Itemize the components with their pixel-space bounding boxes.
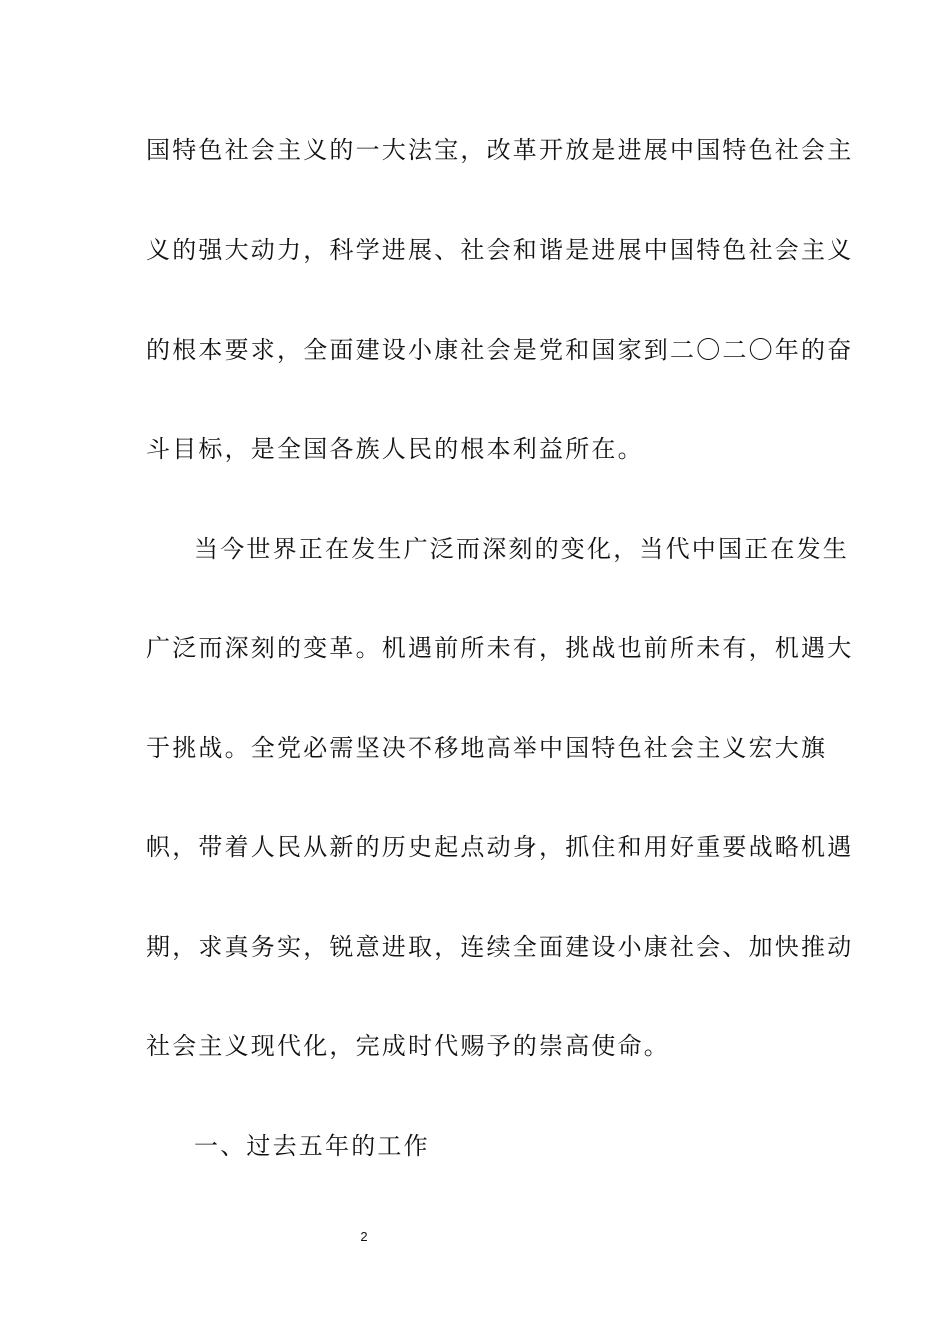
paragraph-line: 广泛而深刻的变革。机遇前所未有，挑战也前所未有，机遇大 (146, 634, 854, 662)
paragraph-line: 帜，带着人民从新的历史起点动身，抓住和用好重要战略机遇 (146, 833, 854, 861)
paragraph-line: 社会主义现代化，完成时代赐予的崇高使命。 (146, 1032, 670, 1060)
paragraph-line: 于挑战。全党必需坚决不移地高举中国特色社会主义宏大旗 (146, 734, 828, 762)
paragraph-line: 斗目标，是全国各族人民的根本利益所在。 (146, 435, 644, 463)
paragraph-line: 的根本要求，全面建设小康社会是党和国家到二〇二〇年的奋 (146, 336, 854, 364)
section-heading: 一、过去五年的工作 (194, 1132, 430, 1160)
paragraph-line: 期，求真务实，锐意进取，连续全面建设小康社会、加快推动 (146, 933, 854, 961)
paragraph-line: 国特色社会主义的一大法宝，改革开放是进展中国特色社会主 (146, 136, 854, 164)
paragraph-line: 义的强大动力，科学进展、社会和谐是进展中国特色社会主义 (146, 236, 854, 264)
page-number: 2 (360, 1229, 368, 1244)
paragraph-line: 当今世界正在发生广泛而深刻的变化，当代中国正在发生 (194, 535, 849, 563)
